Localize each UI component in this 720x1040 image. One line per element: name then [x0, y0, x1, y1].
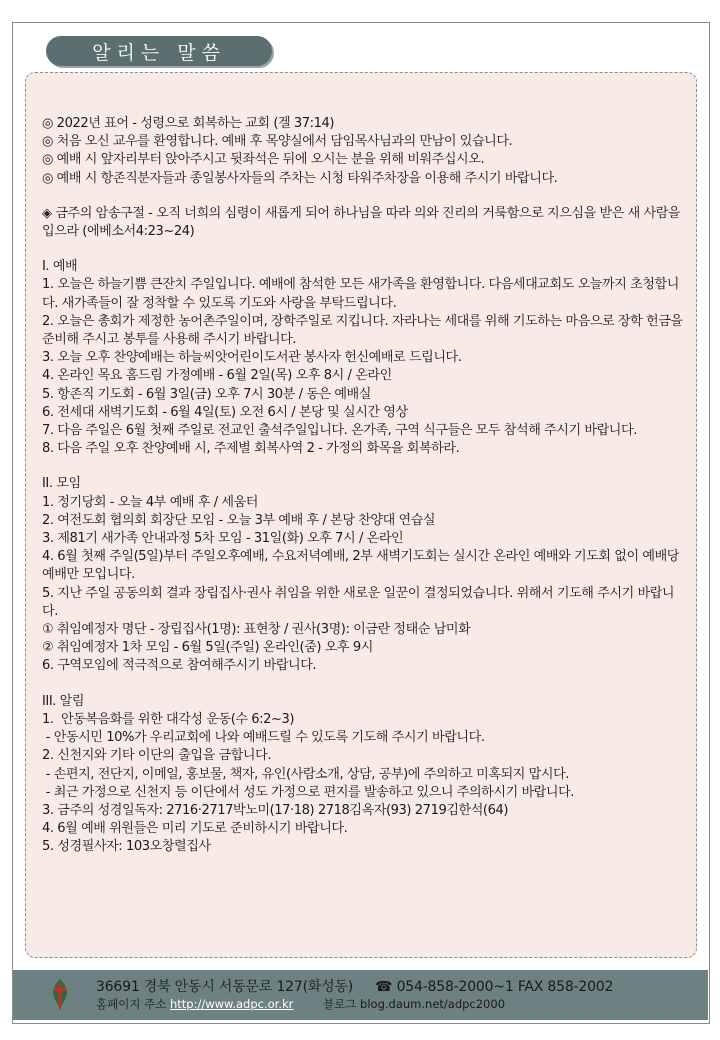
intro-notices: [42, 115, 684, 188]
notice-item: - 손편지, 전단지, 이메일, 홍보물, 책자, 유인(사람소개, 상담, 공부)에 주의하고 미혹되지 맙시다.: [42, 766, 569, 782]
notice-item: 6. 구역모임에 적극적으로 참여해주시기 바랍니다.: [42, 658, 317, 674]
notice-item: - 최근 가정으로 신천지 등 이단에서 성도 가정으로 편지를 발송하고 있으니 주의하시기 바랍니다.: [42, 784, 574, 800]
blog-label: 블로그: [323, 997, 357, 1011]
notice-item: 1. 안동복음화를 위한 대각성 운동(수 6:2~3): [42, 711, 295, 727]
notice-item: 3. 오늘 오후 찬양예배는 하늘씨앗어린이도서관 봉사자 헌신예배로 드립니다.: [42, 350, 462, 366]
notice-item: 3. 제81기 새가족 안내과정 5차 모임 - 31일(화) 오후 7시 / 온라인: [42, 531, 404, 547]
page-title: [46, 36, 272, 66]
notice-item: - 안동시민 10%가 우리교회에 나와 예배드릴 수 있도록 기도해 주시기 바랍니다.: [42, 730, 485, 746]
notice-item: 1. 오늘은 하늘기쁨 큰잔치 주일입니다. 예배에 참석한 모든 새가족을 환영합니다. 다음세대교회도 오늘까지 초청합니다. 새가족들이 잘 정착할 수 있도록 기도와 사랑을 부탁드립니다.: [42, 277, 679, 311]
notice-item: 6. 전세대 새벽기도회 - 6월 4일(토) 오전 6시 / 본당 및 실시간 영상: [42, 404, 408, 420]
section-heading: I. 예배: [42, 259, 78, 275]
notice-item: 4. 온라인 목요 홈드림 가정예배 - 6월 2일(목) 오후 8시 / 온라인: [42, 368, 392, 384]
notice-item: ① 취임예정자 명단 - 장립집사(1명): 표현창 / 권사(3명): 이금란 정태순 남미화: [42, 622, 471, 638]
blog-link[interactable]: blog.daum.net/adpc2000: [360, 997, 506, 1011]
notice-item: 2. 오늘은 총회가 제정한 농어촌주일이며, 장학주일로 지킵니다. 자라나는 세대를 위해 기도하는 마음으로 장학 헌금을 준비해 주시고 봉투를 사용해 주시기 바랍니다.: [42, 313, 687, 348]
intro-notice: ◎ 처음 오신 교우를 환영합니다. 예배 후 목양실에서 담임목사님과의 만남이 있습니다.: [42, 134, 513, 150]
intro-notice: ◎ 예배 시 앞자리부터 앉아주시고 뒷좌석은 뒤에 오시는 분을 위해 비워주십시오.: [42, 152, 485, 168]
notice-item: 5. 지난 주일 공동의회 결과 장립집사·권사 취임을 위한 새로운 일꾼이 결정되었습니다. 위해서 기도해 주시기 바랍니다.: [42, 585, 675, 619]
section-announcements: [42, 693, 684, 857]
notice-item: 5. 항존직 기도회 - 6월 3일(금) 오후 7시 30분 / 동은 예배실: [42, 386, 371, 402]
homepage-link[interactable]: http://www.adpc.or.kr: [169, 997, 294, 1011]
notice-item: 4. 6월 첫째 주일(5일)부터 주일오후예배, 수요저녁예배, 2부 새벽기도회는 실시간 온라인 예배와 기도회 없이 예배당예배만 모입니다.: [42, 549, 679, 583]
memory-verse: ◈ 금주의 암송구절 - 오직 너희의 심령이 새롭게 되어 하나님을 따라 의와 진리의 거룩함으로 지으심을 받은 새 사람을 입으라 (에베소서4:23~24): [42, 205, 684, 240]
notices-box: [25, 72, 697, 958]
intro-notice: ◎ 2022년 표어 - 성령으로 회복하는 교회 (겔 37:14): [42, 116, 335, 131]
intro-notice: ◎ 예배 시 항존직분자들과 종일봉사자들의 주차는 시청 타워주차장을 이용해 주시기 바랍니다.: [42, 170, 558, 186]
footer-links-line: [96, 996, 505, 1012]
section-worship: [42, 258, 687, 458]
footer-address-line: [96, 976, 613, 996]
notice-item: 2. 신천지와 기타 이단의 출입을 금합니다.: [42, 748, 272, 764]
section-meetings: [42, 475, 684, 675]
notice-item: 2. 여전도회 협의회 회장단 모임 - 오늘 3부 예배 후 / 본당 찬양대 연습실: [42, 512, 436, 528]
notice-item: 3. 금주의 성경일독자: 2716·2717박노미(17·18) 2718김옥자(93) 2719김한석(64): [42, 802, 508, 818]
notice-item: 5. 성경필사자: 103오창렬집사: [42, 839, 211, 855]
notice-item: 4. 6월 예배 위원들은 미리 기도로 준비하시기 바랍니다.: [42, 821, 348, 837]
notice-item: 1. 정기당회 - 오늘 4부 예배 후 / 세움터: [42, 494, 258, 510]
address: 36691 경북 안동시 서동문로 127(화성동): [96, 979, 354, 995]
homepage-label: 홈페이지 주소: [96, 997, 167, 1011]
page-title-text: 알리는 말씀: [92, 41, 226, 64]
church-logo-icon: [48, 977, 72, 1013]
phone-fax: ☎ 054-858-2000~1 FAX 858-2002: [375, 979, 614, 995]
section-heading: II. 모임: [42, 476, 81, 492]
notice-item: ② 취임예정자 1차 모임 - 6월 5일(주일) 온라인(줌) 오후 9시: [42, 640, 373, 656]
notice-item: 7. 다음 주일은 6월 첫째 주일로 전교인 출석주일입니다. 온가족, 구역 식구들은 모두 참석해 주시기 바랍니다.: [42, 423, 637, 439]
section-heading: III. 알림: [42, 693, 85, 709]
notice-item: 8. 다음 주일 오후 찬양예배 시, 주제별 회복사역 2 - 가정의 화목을 회복하라.: [42, 441, 460, 457]
